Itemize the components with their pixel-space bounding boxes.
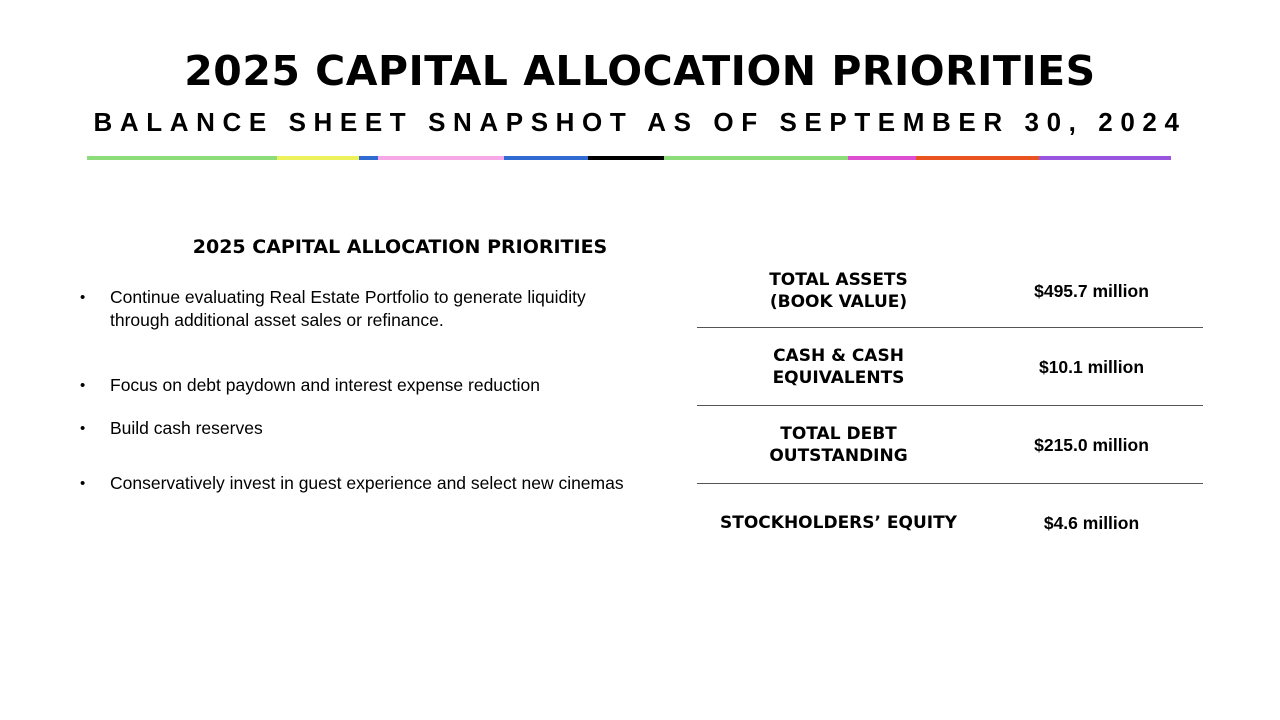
metric-value: $4.6 million xyxy=(1043,512,1140,533)
bullet-icon: • xyxy=(80,289,86,306)
metric-value: $495.7 million xyxy=(1034,281,1149,301)
priority-item xyxy=(80,286,680,341)
divider-segment xyxy=(1039,156,1171,160)
multicolor-divider xyxy=(87,156,1171,160)
metric-label: CASH & CASH EQUIVALENTS xyxy=(772,345,905,388)
priority-text-line: Focus on debt paydown and interest expense reduction xyxy=(110,375,541,395)
bullet-icon: • xyxy=(80,475,86,492)
slide-subtitle: BALANCE SHEET SNAPSHOT AS OF SEPTEMBER 30, 2024 xyxy=(93,107,1187,137)
balance-sheet-table xyxy=(697,255,1203,561)
divider-segment xyxy=(664,156,848,160)
slide-title: 2025 CAPITAL ALLOCATION PRIORITIES xyxy=(184,47,1096,95)
divider-segment xyxy=(848,156,916,160)
metric-value: $215.0 million xyxy=(1034,434,1149,455)
metric-value: $10.1 million xyxy=(1038,356,1145,377)
divider-segment xyxy=(504,156,587,160)
table-row xyxy=(697,328,1203,406)
priority-item xyxy=(80,472,680,495)
metric-label: TOTAL ASSETS (BOOK VALUE) xyxy=(769,270,908,312)
metric-label: TOTAL DEBT OUTSTANDING xyxy=(769,423,908,466)
priorities-list xyxy=(80,286,680,495)
divider-segment xyxy=(87,156,277,160)
metric-label: STOCKHOLDERS’ EQUITY xyxy=(720,512,957,533)
divider-segment xyxy=(277,156,359,160)
divider-segment xyxy=(588,156,664,160)
priority-text-line: Continue evaluating Real Estate Portfolio to generate liquidity xyxy=(110,287,586,307)
priority-text-line: Build cash reserves xyxy=(110,418,263,438)
divider-segment xyxy=(359,156,377,160)
priority-item xyxy=(80,374,680,407)
bullet-icon: • xyxy=(80,377,86,394)
priority-item xyxy=(80,417,680,440)
table-row xyxy=(697,406,1203,484)
divider-segment xyxy=(916,156,1038,160)
table-row xyxy=(697,255,1203,328)
divider-segment xyxy=(378,156,505,160)
priority-text-line: Conservatively invest in guest experience and select new cinemas xyxy=(110,473,624,493)
table-row xyxy=(697,484,1203,561)
priorities-heading: 2025 CAPITAL ALLOCATION PRIORITIES xyxy=(192,236,608,258)
priority-text-line: through additional asset sales or refinance. xyxy=(110,310,444,330)
bullet-icon: • xyxy=(80,420,86,437)
